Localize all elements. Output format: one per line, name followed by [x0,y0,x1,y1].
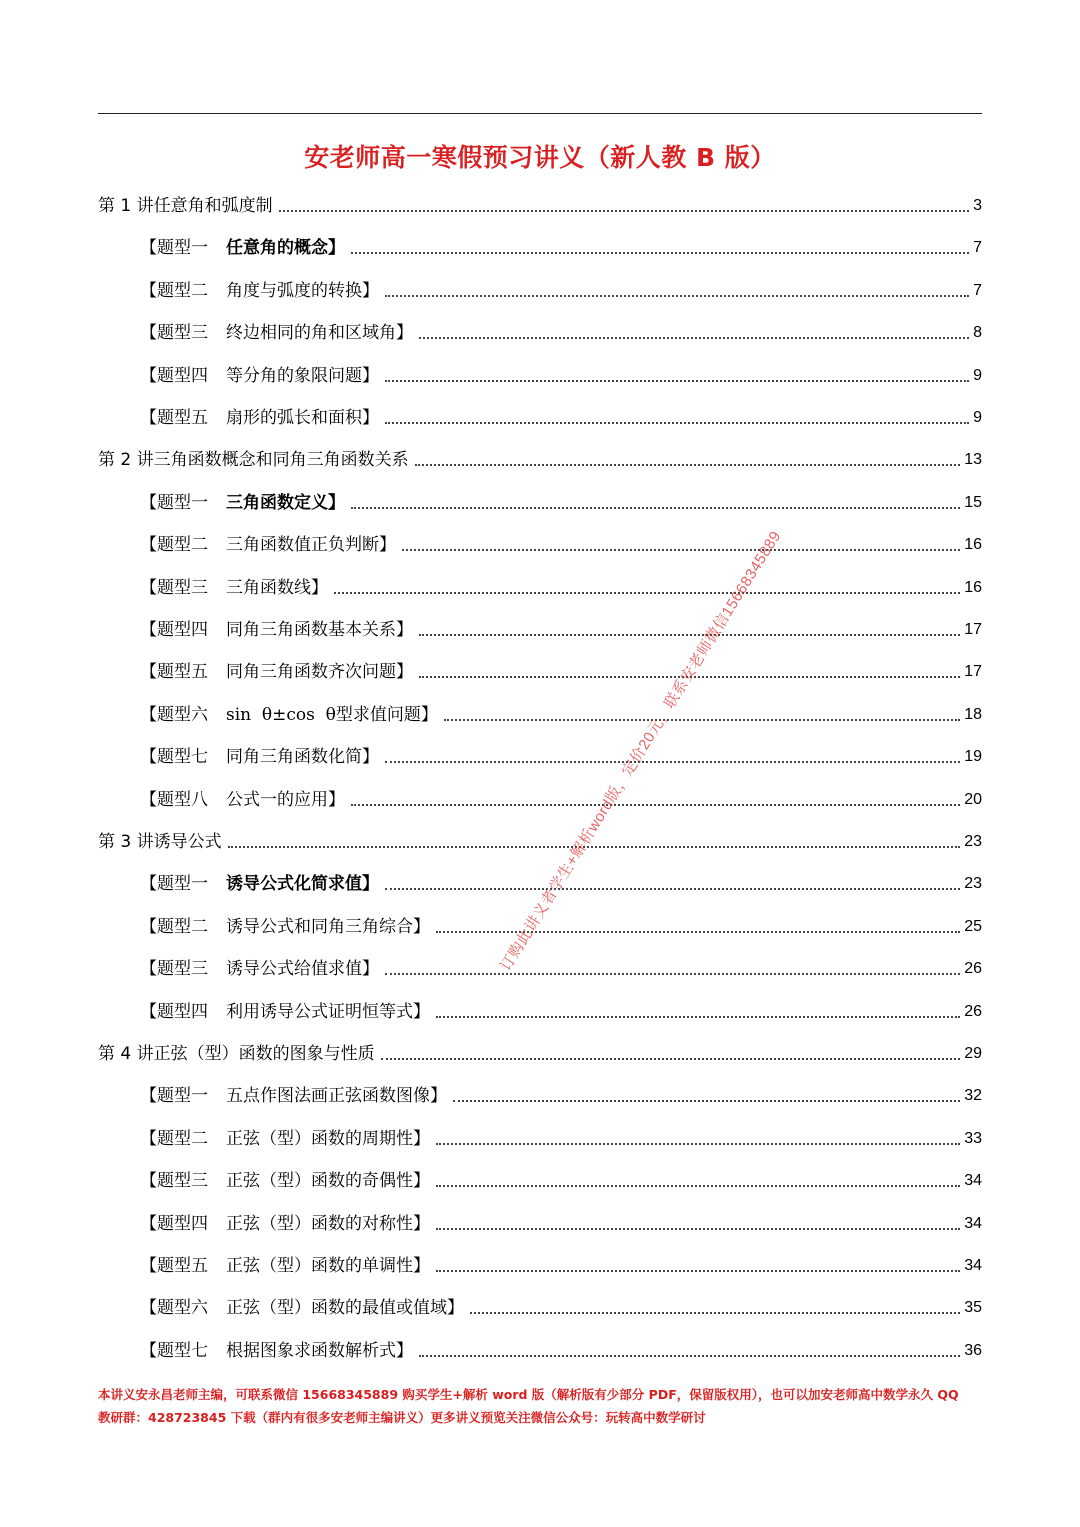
toc-chapter-entry[interactable] [98,442,982,472]
toc-leader-dots [436,1185,960,1187]
toc-page-number: 35 [964,1299,982,1317]
toc-section-type: 【题型三 [140,1171,208,1192]
toc-section-entry[interactable] [140,527,982,557]
toc-leader-dots [334,592,960,594]
toc-section-name: 诱导公式给值求值】 [226,959,379,980]
toc-section-entry[interactable] [140,1290,982,1320]
toc-leader-dots [419,676,960,678]
toc-leader-dots [444,719,960,721]
toc-page-number: 20 [964,790,982,808]
toc-leader-dots [385,422,969,424]
toc-section-name: 五点作图法画正弦函数图像】 [226,1086,447,1107]
toc-section-name: sin θ±cos θ型求值问题】 [226,704,438,725]
toc-page-number: 23 [964,833,982,850]
toc-leader-dots [436,1270,960,1272]
toc-page-number: 7 [973,281,982,299]
toc-page-number: 9 [973,366,982,384]
footer-line-2: 教研群：428723845 下载（群内有很多安老师主编讲义）更多讲义预览关注微信公众号：玩转高中数学研讨 [98,1410,706,1425]
toc-leader-dots [279,210,969,212]
toc-section-entry[interactable] [140,273,982,303]
toc-chapter-label: 第 1 讲任意角和弧度制 [98,196,273,216]
toc-section-type: 【题型五 [140,1256,208,1276]
toc-section-type: 【题型一 [140,1086,208,1107]
toc-section-type: 【题型五 [140,408,208,428]
footer-line-1: 本讲义安永昌老师主编，可联系微信 15668345889 购买学生+解析 word 版（解析版有少部分 PDF，保留版权用），也可以加安老师高中数学永久 QQ [98,1387,959,1402]
toc-section-name: 三角函数定义】 [226,492,345,513]
toc-page-number: 18 [964,705,982,723]
toc-section-name: 三角函数线】 [226,577,328,598]
toc-section-type: 【题型二 [140,535,208,556]
toc-section-type: 【题型一 [140,874,208,895]
toc-section-name: 同角三角函数齐次问题】 [226,662,413,683]
toc-section-entry[interactable] [140,739,982,769]
toc-leader-dots [453,1100,960,1102]
toc-leader-dots [351,507,960,509]
toc-leader-dots [351,804,960,806]
toc-section-entry[interactable] [140,358,982,388]
toc-section-name: 正弦（型）函数的对称性】 [226,1213,430,1234]
toc-chapter-label: 第 3 讲诱导公式 [98,832,222,852]
toc-section-entry[interactable] [140,697,982,727]
toc-section-type: 【题型二 [140,280,208,301]
toc-leader-dots [385,295,969,297]
toc-page-number: 25 [964,917,982,935]
toc-leader-dots [385,380,969,382]
toc-section-type: 【题型三 [140,577,208,598]
toc-section-type: 【题型三 [140,959,208,980]
toc-section-entry[interactable] [140,1121,982,1151]
toc-section-name: 正弦（型）函数的最值或值域】 [226,1298,464,1319]
toc-section-entry[interactable] [140,654,982,684]
toc-leader-dots [419,337,969,339]
toc-section-entry[interactable] [140,1078,982,1108]
toc-section-name: 同角三角函数基本关系】 [226,620,413,640]
toc-section-entry[interactable] [140,909,982,939]
toc-section-type: 【题型二 [140,1128,208,1149]
toc-page-number: 8 [973,324,982,342]
toc-page-number: 33 [964,1129,982,1147]
toc-section-entry[interactable] [140,315,982,345]
toc-chapter-entry[interactable] [98,1036,982,1066]
toc-section-name: 根据图象求函数解析式】 [226,1340,413,1361]
toc-section-type: 【题型四 [140,1001,208,1022]
toc-leader-dots [415,464,961,466]
toc-section-entry[interactable] [140,1206,982,1236]
toc-page-number: 26 [964,1002,982,1020]
toc-leader-dots [470,1312,960,1314]
toc-leader-dots [228,846,961,848]
toc-chapter-entry[interactable] [98,824,982,854]
toc-page-number: 16 [964,536,982,554]
toc-section-type: 【题型一 [140,492,208,513]
watermark-text: 订购此讲义者学生+解析word版，定价20元，联系安老师微信15668345889 [497,528,785,975]
toc-section-type: 【题型六 [140,1298,208,1319]
toc-leader-dots [381,1058,961,1060]
toc-page-number: 36 [964,1341,982,1359]
toc-section-entry[interactable] [140,951,982,981]
toc-section-name: 角度与弧度的转换】 [226,280,379,301]
toc-page-number: 13 [964,451,982,469]
document-title: 安老师高一寒假预习讲义（新人教 B 版） [304,143,776,172]
toc-leader-dots [436,1228,960,1230]
toc-page-number: 26 [964,960,982,978]
toc-page-number: 32 [964,1087,982,1105]
toc-section-type: 【题型一 [140,238,208,259]
toc-page-number: 23 [964,875,982,893]
toc-section-name: 正弦（型）函数的奇偶性】 [226,1171,430,1192]
toc-leader-dots [419,1355,960,1357]
toc-page-number: 16 [964,578,982,596]
toc-section-type: 【题型五 [140,662,208,683]
toc-section-type: 【题型七 [140,1340,208,1361]
toc-leader-dots [385,973,960,975]
toc-section-name: 诱导公式化简求值】 [226,874,379,895]
toc-page-number: 9 [973,409,982,426]
toc-leader-dots [436,1143,960,1145]
toc-section-entry[interactable] [140,1248,982,1278]
toc-page-number: 34 [964,1257,982,1274]
toc-leader-dots [385,761,960,763]
toc-section-name: 正弦（型）函数的单调性】 [226,1256,430,1276]
toc-section-name: 终边相同的角和区域角】 [226,323,413,344]
toc-page-number: 7 [973,239,982,257]
toc-chapter-label: 第 2 讲三角函数概念和同角三角函数关系 [98,450,409,471]
toc-section-type: 【题型四 [140,365,208,386]
toc-page-number: 29 [964,1045,982,1062]
toc-section-type: 【题型七 [140,747,208,768]
toc-section-entry[interactable] [140,570,982,600]
toc-section-type: 【题型三 [140,323,208,344]
toc-section-name: 等分角的象限问题】 [226,365,379,386]
footer-note [98,1383,982,1429]
toc-section-name: 正弦（型）函数的周期性】 [226,1128,430,1149]
toc-section-entry[interactable] [140,1163,982,1193]
toc-page-number: 3 [973,197,982,214]
toc-section-name: 同角三角函数化简】 [226,747,379,768]
toc-chapter-label: 第 4 讲正弦（型）函数的图象与性质 [98,1044,375,1064]
toc-section-entry[interactable] [140,485,982,515]
toc-section-name: 诱导公式和同角三角综合】 [226,916,430,937]
toc-section-entry[interactable] [140,782,982,812]
toc-section-entry[interactable] [140,866,982,896]
toc-leader-dots [436,931,960,933]
toc-section-type: 【题型六 [140,704,208,725]
toc-section-name: 扇形的弧长和面积】 [226,408,379,428]
toc-leader-dots [402,549,960,551]
toc-section-name: 利用诱导公式证明恒等式】 [226,1001,430,1022]
toc-section-entry[interactable] [140,994,982,1024]
toc-section-entry[interactable] [140,230,982,260]
toc-leader-dots [419,634,960,636]
toc-leader-dots [436,1016,960,1018]
toc-section-type: 【题型四 [140,620,208,640]
toc-leader-dots [385,888,960,890]
toc-page-number: 19 [964,748,982,766]
toc-chapter-entry[interactable] [98,188,982,218]
toc-section-name: 三角函数值正负判断】 [226,535,396,556]
toc-page-number: 34 [964,1172,982,1190]
toc-section-entry[interactable] [140,612,982,642]
toc-page-number: 15 [964,493,982,511]
toc-section-type: 【题型八 [140,789,208,810]
toc-section-name: 任意角的概念】 [226,238,345,259]
toc-section-name: 公式一的应用】 [226,789,345,810]
toc-page-number: 34 [964,1214,982,1232]
toc-section-entry[interactable] [140,1333,982,1363]
toc-section-type: 【题型二 [140,916,208,937]
toc-section-entry[interactable] [140,400,982,430]
toc-page-number: 17 [964,621,982,638]
header-rule [98,113,982,114]
toc-section-type: 【题型四 [140,1213,208,1234]
toc-page-number: 17 [964,663,982,681]
toc-leader-dots [351,252,969,254]
